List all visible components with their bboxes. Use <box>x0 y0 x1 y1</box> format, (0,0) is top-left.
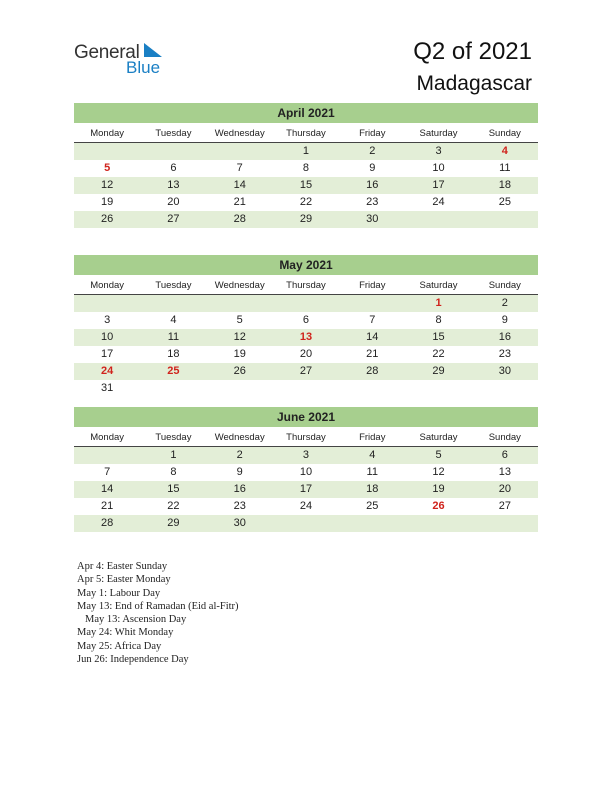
day-cell: 9 <box>236 466 243 478</box>
day-cell: 18 <box>167 348 180 360</box>
holiday-note: May 13: Ascension Day <box>85 614 187 626</box>
empty-day-cell <box>405 211 471 228</box>
day-cell: 13 <box>167 179 180 191</box>
day-cell: 17 <box>299 483 313 495</box>
day-cell: 8 <box>170 466 177 478</box>
day-cell: 12 <box>432 466 445 478</box>
day-cell: 17 <box>101 348 114 360</box>
week-row <box>74 380 538 397</box>
empty-day-cell <box>472 380 538 397</box>
day-cell: 5 <box>435 449 442 461</box>
day-cell: 14 <box>101 483 114 495</box>
day-cell: 10 <box>101 331 114 343</box>
day-cell: 8 <box>302 162 310 174</box>
day-cell: 5 <box>104 162 111 174</box>
day-cell: 22 <box>167 500 180 512</box>
day-cell: 27 <box>167 213 180 225</box>
holiday-note: Apr 4: Easter Sunday <box>77 561 168 572</box>
day-cell: 18 <box>498 179 511 191</box>
day-cell: 1 <box>170 449 177 461</box>
day-cell: 14 <box>366 331 379 343</box>
weekday-header-row <box>74 125 538 143</box>
day-cell: 10 <box>299 466 313 478</box>
weekday-label: Sunday <box>488 280 521 291</box>
week-row <box>74 447 538 464</box>
day-cell: 24 <box>101 365 114 377</box>
day-cell: 11 <box>499 162 511 174</box>
week-row <box>74 498 538 515</box>
day-cell: 2 <box>501 297 508 309</box>
day-cell: 5 <box>236 314 243 326</box>
weekday-label: Saturday <box>419 128 458 139</box>
weekday-label: Friday <box>359 128 386 139</box>
day-cell: 30 <box>498 365 511 377</box>
day-cell: 16 <box>366 179 379 191</box>
week-row <box>74 346 538 363</box>
month-title: May 2021 <box>74 255 538 275</box>
empty-day-cell <box>273 380 339 397</box>
day-cell: 27 <box>299 365 313 377</box>
day-cell: 1 <box>302 145 310 157</box>
day-cell: 20 <box>167 196 180 208</box>
empty-day-cell <box>207 143 273 160</box>
day-cell: 7 <box>236 162 243 174</box>
day-cell: 22 <box>299 196 313 208</box>
day-cell: 16 <box>233 483 246 495</box>
day-cell: 15 <box>299 179 313 191</box>
day-cell: 11 <box>167 331 180 343</box>
day-cell: 13 <box>498 466 511 478</box>
holiday-note: May 1: Labour Day <box>77 587 161 599</box>
weekday-label: Friday <box>359 280 386 291</box>
day-cell: 15 <box>432 331 445 343</box>
weekday-label: Tuesday <box>155 128 192 139</box>
logo-general-text: General <box>74 42 140 63</box>
week-row <box>74 177 538 194</box>
day-cell: 1 <box>435 297 442 309</box>
empty-day-cell <box>140 143 206 160</box>
day-cell: 19 <box>233 348 246 360</box>
empty-day-cell <box>207 380 273 397</box>
day-cell: 30 <box>233 517 246 529</box>
holiday-note: Apr 5: Easter Monday <box>77 574 171 586</box>
weekday-label: Monday <box>90 280 125 291</box>
day-cell: 29 <box>167 517 180 529</box>
day-cell: 22 <box>432 348 445 360</box>
empty-day-cell <box>74 295 140 312</box>
day-cell: 7 <box>104 466 111 478</box>
week-row <box>74 312 538 329</box>
day-cell: 21 <box>366 348 379 360</box>
empty-day-cell <box>405 515 471 532</box>
day-cell: 21 <box>101 500 114 512</box>
day-cell: 25 <box>366 500 379 512</box>
weekday-label: Wednesday <box>214 128 265 139</box>
day-cell: 25 <box>498 196 511 208</box>
day-cell: 2 <box>236 449 243 461</box>
week-row <box>74 329 538 346</box>
day-cell: 15 <box>167 483 180 495</box>
holiday-notes <box>77 560 239 666</box>
day-cell: 23 <box>233 500 246 512</box>
weekday-label: Thursday <box>286 280 326 291</box>
day-cell: 23 <box>498 348 511 360</box>
day-cell: 28 <box>233 213 246 225</box>
week-row <box>74 295 538 312</box>
day-cell: 26 <box>233 365 246 377</box>
holiday-note: Jun 26: Independence Day <box>77 654 189 666</box>
empty-day-cell <box>140 295 206 312</box>
day-cell: 21 <box>233 196 246 208</box>
holiday-note: May 25: Africa Day <box>77 640 162 652</box>
empty-day-cell <box>273 295 339 312</box>
empty-day-cell <box>472 515 538 532</box>
day-cell: 7 <box>369 314 376 326</box>
weekday-label: Saturday <box>419 280 458 291</box>
empty-day-cell <box>273 515 339 532</box>
day-cell: 9 <box>501 314 508 326</box>
weekday-label: Saturday <box>419 432 458 443</box>
day-cell: 29 <box>432 365 445 377</box>
week-row <box>74 363 538 380</box>
empty-day-cell <box>207 295 273 312</box>
day-cell: 9 <box>369 162 376 174</box>
day-cell: 2 <box>369 145 376 157</box>
day-cell: 10 <box>432 162 445 174</box>
empty-day-cell <box>339 295 405 312</box>
country-name: Madagascar <box>416 72 532 95</box>
day-cell: 14 <box>233 179 246 191</box>
day-cell: 13 <box>299 331 313 343</box>
weekday-header-row <box>74 429 538 447</box>
day-cell: 12 <box>101 179 114 191</box>
day-cell: 26 <box>432 500 445 512</box>
weekday-label: Monday <box>90 432 125 443</box>
logo <box>74 40 184 78</box>
day-cell: 19 <box>432 483 445 495</box>
week-row <box>74 160 538 177</box>
day-cell: 4 <box>170 314 177 326</box>
day-cell: 26 <box>101 213 114 225</box>
empty-day-cell <box>140 380 206 397</box>
page-title: Q2 of 2021 <box>413 38 532 65</box>
day-cell: 18 <box>366 483 379 495</box>
day-cell: 4 <box>501 145 508 157</box>
day-cell: 31 <box>101 382 114 394</box>
week-row <box>74 481 538 498</box>
empty-day-cell <box>74 143 140 160</box>
week-row <box>74 194 538 211</box>
day-cell: 20 <box>498 483 511 495</box>
day-cell: 3 <box>302 449 310 461</box>
day-cell: 24 <box>299 500 313 512</box>
day-cell: 16 <box>498 331 511 343</box>
weekday-label: Tuesday <box>155 280 192 291</box>
week-row <box>74 143 538 160</box>
day-cell: 11 <box>366 466 378 478</box>
empty-day-cell <box>472 211 538 228</box>
day-cell: 28 <box>101 517 114 529</box>
day-cell: 3 <box>435 145 442 157</box>
weekday-header-row <box>74 277 538 295</box>
month-title: June 2021 <box>74 407 538 427</box>
weekday-label: Monday <box>90 128 125 139</box>
day-cell: 24 <box>432 196 445 208</box>
week-row <box>74 211 538 228</box>
month-june <box>74 407 538 532</box>
empty-day-cell <box>74 447 140 464</box>
weekday-label: Wednesday <box>214 280 265 291</box>
weekday-label: Tuesday <box>155 432 192 443</box>
week-row <box>74 515 538 532</box>
day-cell: 3 <box>104 314 111 326</box>
holiday-note: May 13: End of Ramadan (Eid al-Fitr) <box>77 600 239 612</box>
weekday-label: Wednesday <box>214 432 265 443</box>
weekday-label: Friday <box>359 432 386 443</box>
empty-day-cell <box>339 515 405 532</box>
day-cell: 4 <box>369 449 376 461</box>
day-cell: 6 <box>170 162 177 174</box>
weekday-label: Sunday <box>488 432 521 443</box>
day-cell: 23 <box>366 196 379 208</box>
day-cell: 30 <box>366 213 379 225</box>
day-cell: 12 <box>233 331 246 343</box>
weekday-label: Sunday <box>488 128 521 139</box>
day-cell: 28 <box>366 365 379 377</box>
day-cell: 6 <box>501 449 508 461</box>
day-cell: 6 <box>302 314 310 326</box>
holiday-note: May 24: Whit Monday <box>77 627 174 639</box>
day-cell: 29 <box>299 213 313 225</box>
day-cell: 27 <box>498 500 511 512</box>
month-may <box>74 255 538 397</box>
empty-day-cell <box>405 380 471 397</box>
day-cell: 20 <box>299 348 313 360</box>
logo-blue-text: Blue <box>126 58 161 77</box>
week-row <box>74 464 538 481</box>
month-title: April 2021 <box>74 103 538 123</box>
day-cell: 19 <box>101 196 114 208</box>
empty-day-cell <box>339 380 405 397</box>
day-cell: 25 <box>167 365 180 377</box>
weekday-label: Thursday <box>286 432 326 443</box>
day-cell: 8 <box>435 314 442 326</box>
day-cell: 17 <box>432 179 445 191</box>
month-april <box>74 103 538 228</box>
weekday-label: Thursday <box>286 128 326 139</box>
